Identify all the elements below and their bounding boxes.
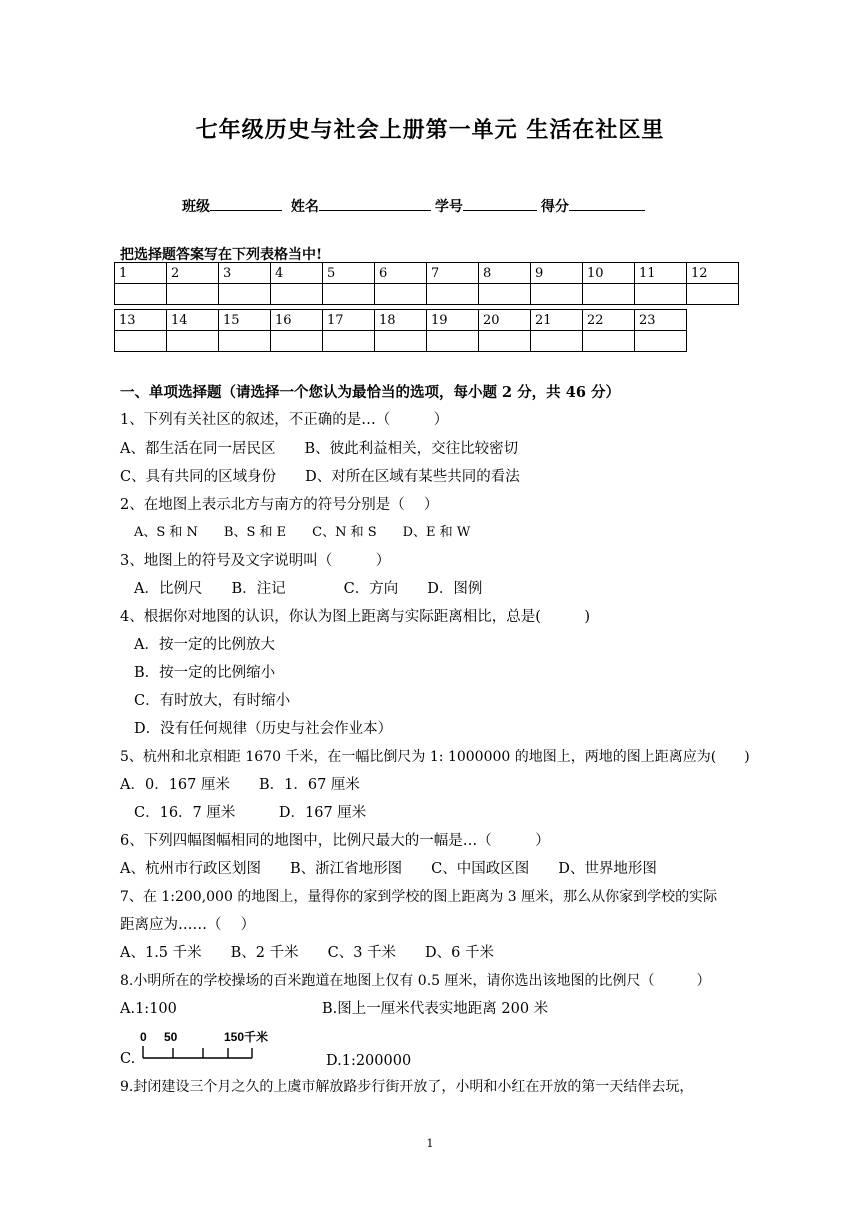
- q1-options-ab: A、都生活在同一居民区 B、彼此利益相关，交往比较密切: [120, 441, 519, 457]
- id-blank[interactable]: [463, 196, 537, 211]
- answer-cell[interactable]: [427, 284, 479, 305]
- answer-cell[interactable]: [271, 331, 323, 352]
- grid-cell: 4: [271, 263, 323, 284]
- grid-cell: 22: [583, 310, 635, 331]
- answer-cell[interactable]: [531, 331, 583, 352]
- q6-options: A、杭州市行政区划图 B、浙江省地形图 C、中国政区图 D、世界地形图: [120, 861, 657, 877]
- grid-cell: 17: [323, 310, 375, 331]
- answer-grid-2: [114, 309, 687, 352]
- q4-option-b: B．按一定的比例缩小: [134, 665, 276, 681]
- answer-cell[interactable]: [219, 284, 271, 305]
- q2-stem: 2、在地图上表示北方与南方的符号分别是（ ）: [120, 497, 439, 513]
- section-heading: 一、单项选择题（请选择一个您认为最恰当的选项，每小题 2 分，共 46 分）: [120, 384, 620, 401]
- answer-instruction: 把选择题答案写在下列表格当中!: [120, 247, 323, 263]
- grid-cell: 20: [479, 310, 531, 331]
- answer-cell[interactable]: [635, 331, 687, 352]
- q1-options-cd: C、具有共同的区域身份 D、对所在区域有某些共同的看法: [120, 469, 520, 485]
- grid-cell: 21: [531, 310, 583, 331]
- name-label: 姓名: [290, 199, 319, 215]
- answer-cell[interactable]: [115, 284, 167, 305]
- q8-option-d: D.1:200000: [326, 1053, 412, 1069]
- grid-cell: 5: [323, 263, 375, 284]
- grid-cell: 10: [583, 263, 635, 284]
- q7-stem-cont: 距离应为……（ ）: [120, 917, 256, 933]
- answer-cell[interactable]: [479, 331, 531, 352]
- grid-number-row: [115, 310, 687, 331]
- answer-cell[interactable]: [167, 284, 219, 305]
- name-blank[interactable]: [319, 196, 431, 211]
- grid-cell: 19: [427, 310, 479, 331]
- grid-cell: 11: [635, 263, 687, 284]
- q6-stem: 6、下列四幅图幅相同的地图中，比例尺最大的一幅是…（ ）: [120, 833, 550, 849]
- class-label: 班级: [182, 199, 210, 215]
- grid-answer-row: [115, 284, 739, 305]
- answer-cell[interactable]: [583, 284, 635, 305]
- answer-cell[interactable]: [375, 284, 427, 305]
- answer-cell[interactable]: [687, 284, 739, 305]
- answer-cell[interactable]: [219, 331, 271, 352]
- page-title: 七年级历史与社会上册第一单元 生活在社区里: [195, 117, 665, 143]
- grid-cell: 18: [375, 310, 427, 331]
- q3-stem: 3、地图上的符号及文字说明叫（ ）: [120, 553, 391, 569]
- grid-cell: 3: [219, 263, 271, 284]
- id-label: 学号: [434, 199, 463, 215]
- q8-option-a: A.1:100: [120, 1001, 177, 1017]
- q1-stem: 1、下列有关社区的叙述，不正确的是…（ ）: [120, 412, 449, 428]
- score-blank[interactable]: [569, 196, 645, 211]
- answer-cell[interactable]: [115, 331, 167, 352]
- score-label: 得分: [540, 199, 569, 215]
- grid-cell: 7: [427, 263, 479, 284]
- answer-grid-1: [114, 262, 739, 305]
- grid-cell: 1: [115, 263, 167, 284]
- class-blank[interactable]: [210, 196, 282, 211]
- grid-number-row: [115, 263, 739, 284]
- answer-cell[interactable]: [323, 331, 375, 352]
- q4-option-a: A．按一定的比例放大: [134, 637, 275, 653]
- q8-option-c: C.: [120, 1051, 136, 1067]
- q7-stem: 7、在 1:200,000 的地图上，量得你的家到学校的图上距离为 3 厘米，那么从你家到学校的实际: [120, 889, 718, 905]
- q5-options-cd: C．16．7 厘米 D．167 厘米: [134, 805, 367, 821]
- student-info-line: [182, 196, 649, 216]
- answer-cell[interactable]: [167, 331, 219, 352]
- grid-answer-row: [115, 331, 687, 352]
- grid-cell: 2: [167, 263, 219, 284]
- q4-option-c: C．有时放大，有时缩小: [134, 693, 291, 709]
- answer-cell[interactable]: [323, 284, 375, 305]
- grid-cell: 23: [635, 310, 687, 331]
- answer-cell[interactable]: [635, 284, 687, 305]
- answer-cell[interactable]: [271, 284, 323, 305]
- q5-options-ab: A．0．167 厘米 B．1．67 厘米: [120, 777, 360, 793]
- q8-option-b: B.图上一厘米代表实地距离 200 米: [322, 1001, 549, 1017]
- grid-cell: 14: [167, 310, 219, 331]
- scale-label-150: 150千米: [224, 1030, 269, 1044]
- grid-cell: 9: [531, 263, 583, 284]
- page-number: 1: [426, 1137, 434, 1150]
- scale-bar-figure: [140, 1030, 300, 1062]
- q7-options: A、1.5 千米 B、2 千米 C、3 千米 D、6 千米: [120, 945, 495, 961]
- scale-label-50: 50: [164, 1030, 178, 1044]
- answer-cell[interactable]: [583, 331, 635, 352]
- grid-cell: 15: [219, 310, 271, 331]
- q2-options: A、S 和 N B、S 和 E C、N 和 S D、E 和 W: [134, 525, 471, 540]
- grid-cell: 6: [375, 263, 427, 284]
- q9-stem: 9.封闭建设三个月之久的上虞市解放路步行街开放了，小明和小红在开放的第一天结伴去玩，: [120, 1079, 694, 1095]
- scale-label-0: 0: [140, 1030, 147, 1044]
- answer-cell[interactable]: [375, 331, 427, 352]
- q4-stem: 4、根据你对地图的认识，你认为图上距离与实际距离相比，总是( ): [120, 609, 591, 625]
- grid-cell: 8: [479, 263, 531, 284]
- q8-stem: 8.小明所在的学校操场的百米跑道在地图上仅有 0.5 厘米，请你选出该地图的比例尺（ ）: [120, 973, 711, 989]
- q4-option-d: D．没有任何规律（历史与社会作业本）: [134, 721, 393, 737]
- answer-cell[interactable]: [479, 284, 531, 305]
- q3-options: A．比例尺 B．注记 C．方向 D．图例: [134, 581, 483, 597]
- answer-cell[interactable]: [531, 284, 583, 305]
- grid-cell: 16: [271, 310, 323, 331]
- grid-cell: 13: [115, 310, 167, 331]
- grid-cell: 12: [687, 263, 739, 284]
- answer-cell[interactable]: [427, 331, 479, 352]
- q5-stem: 5、杭州和北京相距 1670 千米，在一幅比倒尺为 1: 1000000 的地图上，两地的图上距离应为( ): [120, 749, 750, 765]
